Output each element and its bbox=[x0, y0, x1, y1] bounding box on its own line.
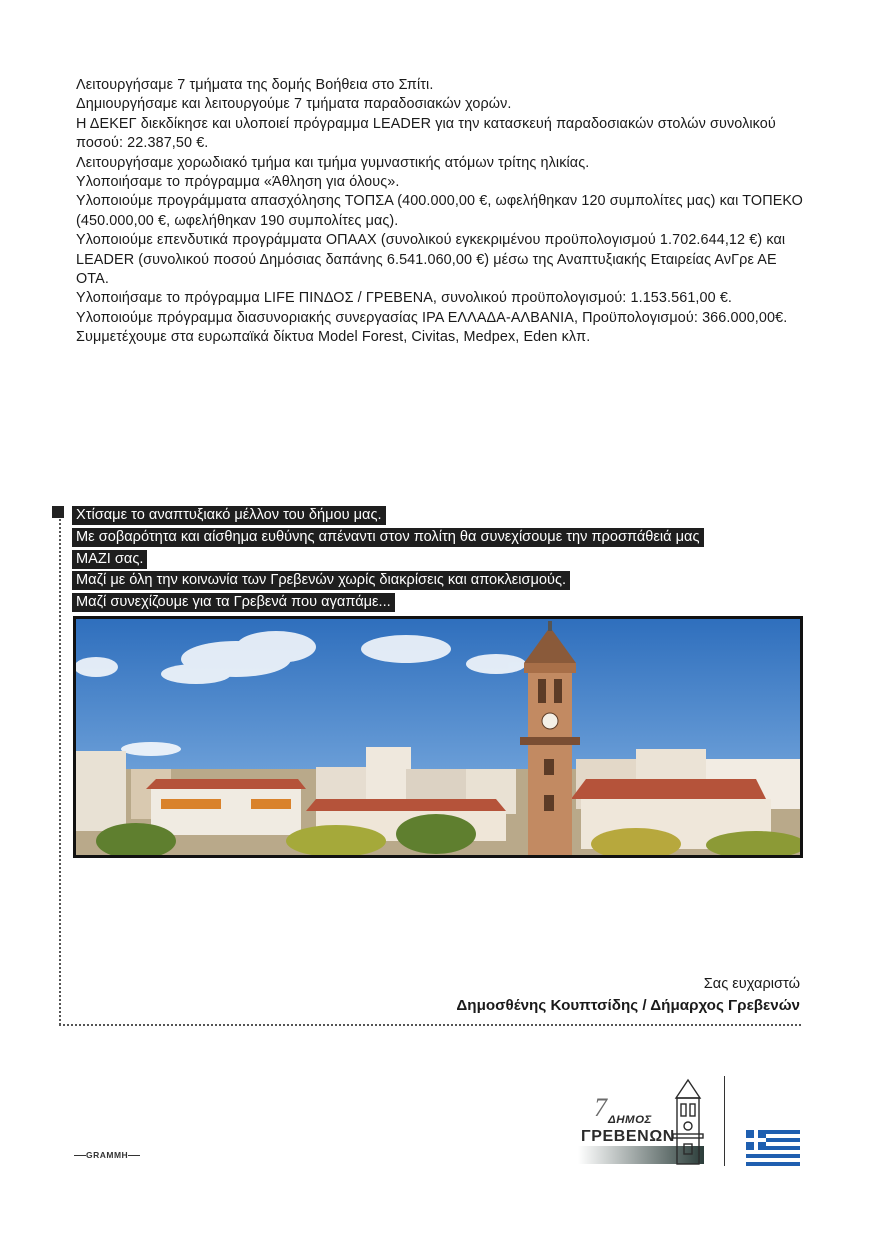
highlight-line: Μαζί με όλη την κοινωνία των Γρεβενών χωρίς διακρίσεις και αποκλεισμούς. bbox=[72, 570, 792, 592]
highlight-statements bbox=[72, 505, 792, 614]
printer-mark-rule bbox=[128, 1155, 140, 1156]
closing-block bbox=[456, 973, 800, 1017]
dotted-frame-vertical bbox=[59, 515, 61, 1025]
square-bullet-icon bbox=[52, 506, 64, 518]
achievement-line: Υλοποιήσαμε το πρόγραμμα LIFE ΠΙΝΔΟΣ / ΓΡΕΒΕΝΑ, συνολικού προϋπολογισμού: 1.153.561,00 €. bbox=[76, 290, 733, 307]
svg-text:7: 7 bbox=[594, 1093, 607, 1122]
achievement-line: Δημιουργήσαμε και λειτουργούμε 7 τμήματα παραδοσιακών χορών. bbox=[76, 96, 512, 113]
printer-mark: GRAMMH bbox=[74, 1150, 140, 1160]
achievement-line: Υλοποιούμε επενδυτικά προγράμματα ΟΠΑΑΧ (συνολικού εγκεκριμένου προϋπολογισμού 1.702.644,12 €) και LEADER (συνολικού ποσού Δημόσιας δαπάνης 6.541.060,00 €) μέσω της Αναπτυξιακής Εταιρείας ΑνΓρε ΑΕ ΟΤΑ. bbox=[76, 232, 786, 288]
highlight-line: ΜΑΖΙ σας. bbox=[72, 549, 792, 571]
thanks-text: Σας ευχαριστώ bbox=[703, 976, 800, 992]
printer-mark-rule bbox=[74, 1155, 86, 1156]
dotted-frame-horizontal bbox=[59, 1024, 801, 1026]
highlight-line: Μαζί συνεχίζουμε για τα Γρεβενά που αγαπάμε... bbox=[72, 592, 792, 614]
town-clock-tower-photo bbox=[73, 616, 803, 858]
signature-text: Δημοσθένης Κουπτσίδης / Δήμαρχος Γρεβενών bbox=[456, 997, 800, 1014]
municipality-logo bbox=[574, 1072, 804, 1172]
achievement-line: Υλοποιήσαμε το πρόγραμμα «Άθληση για όλους». bbox=[76, 174, 400, 191]
clock-tower bbox=[520, 621, 580, 855]
logo-divider bbox=[724, 1076, 725, 1166]
achievement-line: Συμμετέχουμε στα ευρωπαϊκά δίκτυα Model Forest, Civitas, Medpex, Eden κλπ. bbox=[76, 329, 591, 346]
highlight-line: Χτίσαμε το αναπτυξιακό μέλλον του δήμου μας. bbox=[72, 505, 792, 527]
photo-illustration bbox=[76, 619, 800, 855]
achievements-list bbox=[76, 76, 804, 348]
achievement-line: Λειτουργήσαμε χορωδιακό τμήμα και τμήμα γυμναστικής ατόμων τρίτης ηλικίας. bbox=[76, 154, 590, 171]
greek-flag-icon bbox=[746, 1130, 800, 1166]
highlight-line: Με σοβαρότητα και αίσθημα ευθύνης απέναντι στον πολίτη θα συνεχίσουμε την προσπάθειά μας bbox=[72, 527, 792, 549]
logo-word-dimos: ΔΗΜΟΣ bbox=[608, 1114, 652, 1126]
achievement-line: Η ΔΕΚΕΓ διεκδίκησε και υλοποιεί πρόγραμμα LEADER για την κατασκευή παραδοσιακών στολών συνολικού ποσού: 22.387,50 €. bbox=[76, 115, 776, 152]
achievement-line: Λειτουργήσαμε 7 τμήματα της δομής Βοήθεια στο Σπίτι. bbox=[76, 77, 434, 93]
achievement-line: Υλοποιούμε πρόγραμμα διασυνοριακής συνεργασίας IPA ΕΛΛΑΔΑ-ΑΛΒΑΝΙΑ, Προϋπολογισμού: 366.000,00€. bbox=[76, 309, 788, 326]
logo-word-grevenon: ΓΡΕΒΕΝΩΝ bbox=[581, 1128, 675, 1145]
achievement-line: Υλοποιούμε προγράμματα απασχόλησης ΤΟΠΣΑ (400.000,00 €, ωφελήθηκαν 120 συμπολίτες μας) και ΤΟΠΕΚΟ (450.000,00 €, ωφελήθηκαν 190 συμπολίτες μας). bbox=[76, 193, 803, 229]
